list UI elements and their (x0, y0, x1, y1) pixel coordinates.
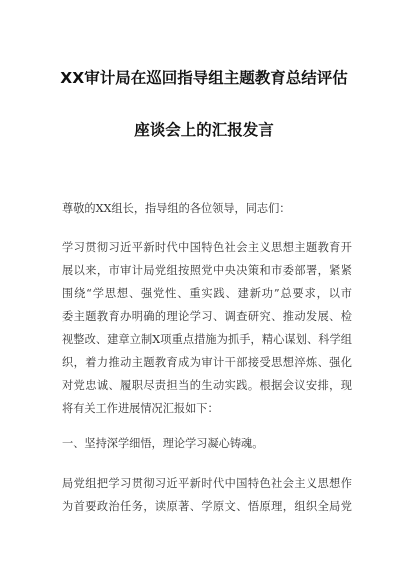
paragraph-line: 对党忠诚、履职尽责担当的生动实践。根据会议安排，现 (62, 379, 352, 392)
intro-paragraph (62, 236, 352, 420)
section-paragraph (62, 472, 352, 518)
paragraph-line: 视整改、建章立制X项重点措施为抓手，精心谋划、科学组 (62, 333, 352, 346)
paragraph-line: 委主题教育办明确的理论学习、调查研究、推动发展、检 (62, 310, 352, 323)
paragraph-line: 局党组把学习贯彻习近平新时代中国特色社会主义思想作 (62, 477, 352, 490)
paragraph-line: 展以来，市审计局党组按照党中央决策和市委部署，紧紧 (62, 264, 352, 277)
paragraph-line: 围绕“学思想、强党性、重实践、建新功”总要求，以市 (62, 287, 352, 300)
paragraph-line: 织，着力推动主题教育成为审计干部接受思想淬炼、强化 (62, 356, 352, 369)
section-heading: 一、坚持深学细悟，理论学习凝心铸魂。 (62, 437, 264, 450)
document-title-line-2: 座谈会上的汇报发言 (134, 121, 274, 139)
paragraph-line: 学习贯彻习近平新时代中国特色社会主义思想主题教育开 (62, 241, 352, 254)
paragraph-line: 将有关工作进展情况汇报如下： (62, 402, 219, 415)
paragraph-line: 为首要政治任务，读原著、学原文、悟原理，组织全局党 (62, 500, 352, 513)
document-title-line-1: XX审计局在巡回指导组主题教育总结评估 (60, 69, 348, 87)
salutation: 尊敬的XX组长，指导组的各位领导，同志们： (62, 202, 291, 215)
